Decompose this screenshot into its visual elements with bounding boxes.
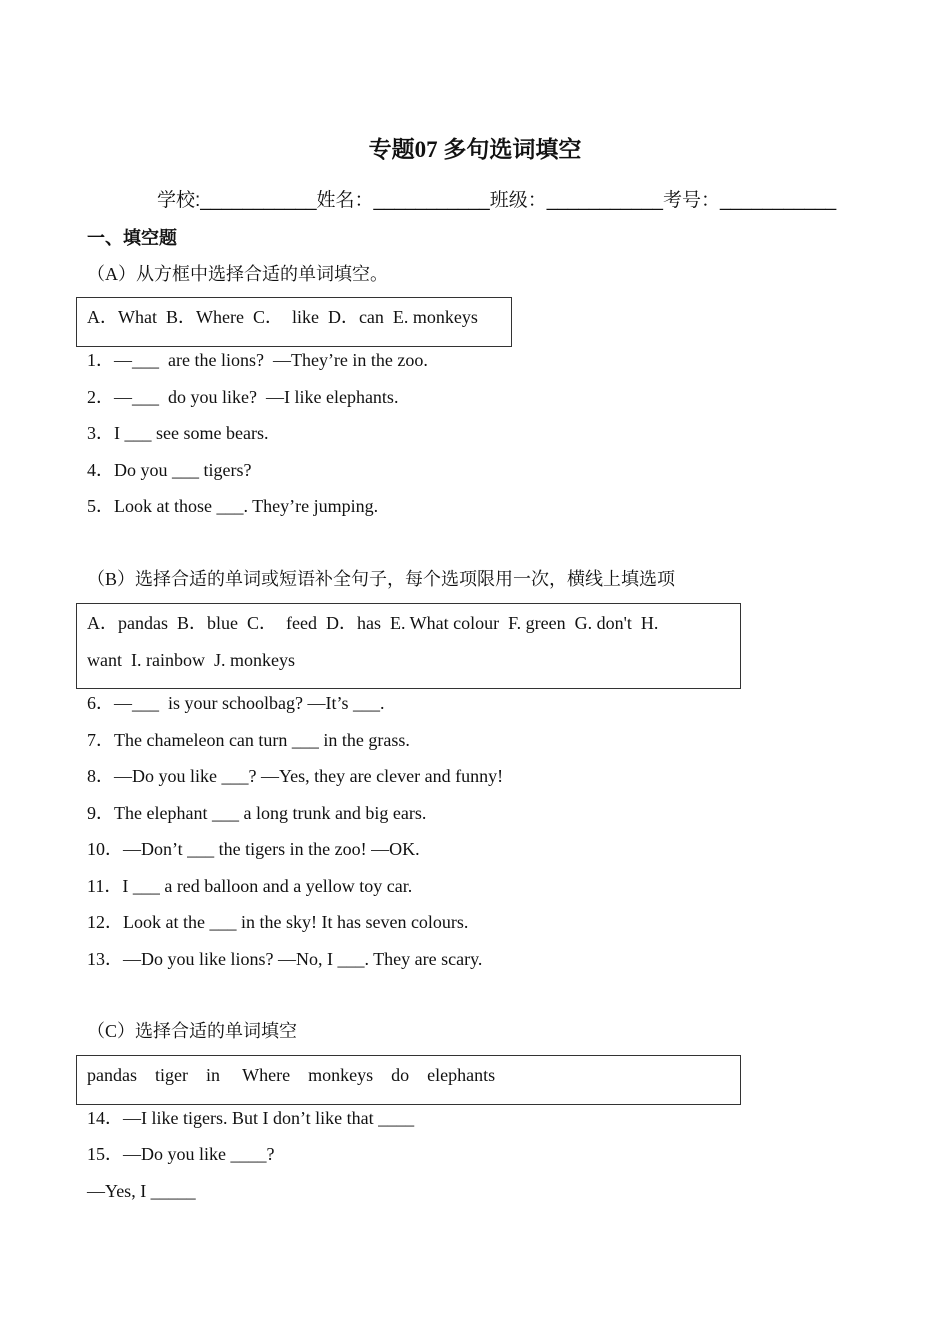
question: 6．—___ is your schoolbag? —It’s ___. xyxy=(87,693,385,713)
question: 2．—___ do you like? —I like elephants. xyxy=(87,387,399,407)
part-b-intro: （B）选择合适的单词或短语补全句子，每个选项限用一次，横线上填选项 xyxy=(87,569,676,589)
question: 13．—Do you like lions? —No, I ___. They are scary. xyxy=(87,949,483,969)
question: 7．The chameleon can turn ___ in the grass. xyxy=(87,730,410,750)
answer-line: —Yes, I _____ xyxy=(87,1181,196,1201)
page-title: 专题07 多句选词填空 xyxy=(368,137,582,162)
question: 12．Look at the ___ in the sky! It has seven colours. xyxy=(87,912,469,932)
question: 3．I ___ see some bears. xyxy=(87,423,269,443)
part-c-options: pandas tiger in Where monkeys do elephants xyxy=(87,1065,496,1085)
question: 15．—Do you like ____? xyxy=(87,1144,275,1164)
part-a-options: A．What B．Where C． like D．can E. monkeys xyxy=(87,307,478,327)
question: 1．—___ are the lions? —They’re in the zoo. xyxy=(87,350,428,370)
part-b-options-line2: want I. rainbow J. monkeys xyxy=(87,650,295,670)
part-c-intro: （C）选择合适的单词填空 xyxy=(87,1021,298,1041)
part-a-intro: （A）从方框中选择合适的单词填空。 xyxy=(87,264,388,284)
question: 14．—I like tigers. But I don’t like that ____ xyxy=(87,1108,415,1128)
question: 11．I ___ a red balloon and a yellow toy car. xyxy=(87,876,413,896)
section-heading: 一、填空题 xyxy=(87,228,177,248)
part-b-options-line1: A．pandas B．blue C． feed D．has E. What colour F. green G. don't H. xyxy=(87,613,659,633)
question: 5．Look at those ___. They’re jumping. xyxy=(87,496,379,516)
question: 4．Do you ___ tigers? xyxy=(87,460,252,480)
question: 9．The elephant ___ a long trunk and big ears. xyxy=(87,803,427,823)
student-info-line: 学校:___________姓名：___________班级：___________考号：___________ xyxy=(157,190,837,211)
question: 10．—Don’t ___ the tigers in the zoo! —OK. xyxy=(87,839,420,859)
question: 8．—Do you like ___? —Yes, they are clever and funny! xyxy=(87,766,504,786)
